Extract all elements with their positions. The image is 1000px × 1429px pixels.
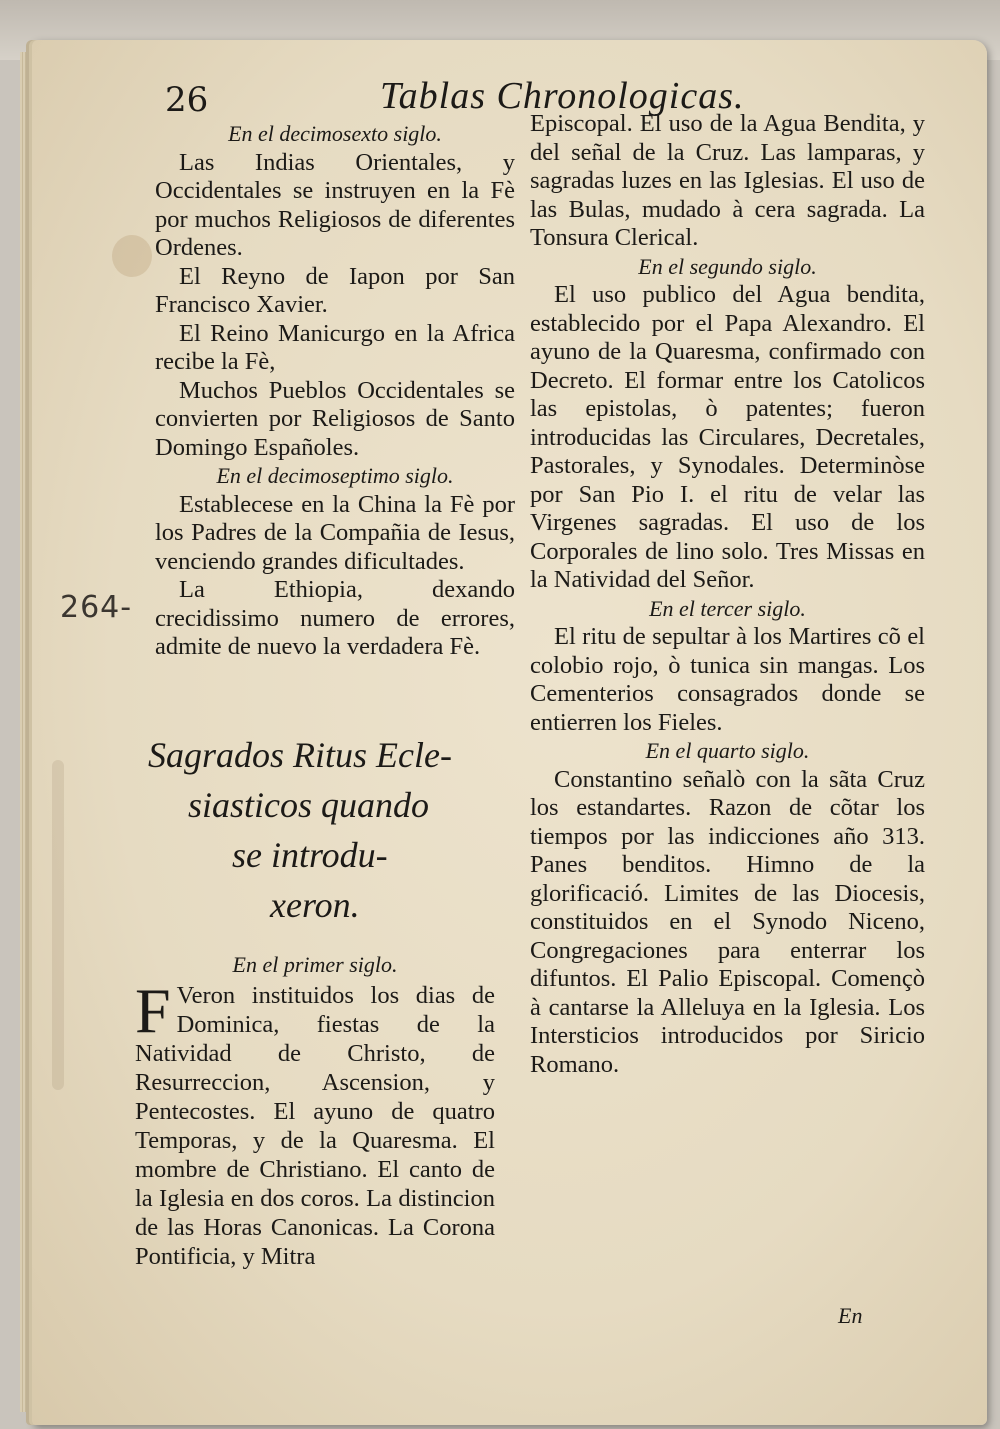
paragraph: El Reyno de Iapon por San Francisco Xavier.	[155, 262, 515, 318]
section-heading: En el segundo siglo.	[638, 253, 817, 279]
heading-line: siasticos quando	[188, 785, 430, 825]
running-title: Tablas Chronologicas.	[380, 75, 745, 117]
paragraph: Muchos Pueblos Occidentales se convierten por Religiosos de Santo Domingo Españoles.	[155, 376, 515, 461]
paragraph: Constantino señalò con la sãta Cruz los estandartes. Razon de cõtar los tiempos por las indicciones año 313. Panes benditos. Himno de la glorificació. Limites de las Diocesis, constituidos en el Synodo Niceno, Congregaciones para enterrar los difuntos. El Palio Episcopal. Començò à cantarse la Alleluya en la Iglesia. Los Intersticios introducidos por Siricio Romano.	[530, 765, 925, 1078]
paragraph: La Ethiopia, dexando crecidissimo numero de errores, admite de nuevo la verdadera Fè.	[155, 576, 515, 660]
catchword: En	[838, 1303, 863, 1328]
paragraph: El Reino Manicurgo en la Africa recibe la Fè,	[155, 319, 515, 375]
section-heading: En el decimoseptimo siglo.	[216, 463, 454, 488]
paragraph: Veron instituidos los dias de Dominica, fiestas de la Natividad de Christo, de Resurreccion, Ascension, y Pentecostes. El ayuno de quatro Temporas, y de la Quaresma. El mombre de Christiano. El canto de la Iglesia en dos coros. La distincion de las Horas Canonicas. La Corona Pontificia, y Mitra	[135, 982, 495, 1270]
heading-line: xeron.	[270, 885, 360, 925]
handwritten-margin-note: 264-	[60, 590, 133, 625]
heading-line: se introdu-	[232, 835, 388, 875]
paragraph: El uso publico del Agua bendita, establecido por el Papa Alexandro. El ayuno de la Quaresma, confirmado con Decreto. El formar entre los Catolicos las epistolas, ò patentes; fueron introducidas las Circulares, Decretales, Pastorales, y Synodales. Determinòse por San Pio I. el ritu de velar las Virgenes sagradas. El uso de los Corporales de lino solo. Tres Missas en la Natividad del Señor.	[530, 281, 925, 593]
section-heading: En el primer siglo.	[232, 952, 398, 977]
section-heading: En el tercer siglo.	[649, 595, 806, 621]
right-column	[530, 110, 925, 1079]
chapter-heading	[140, 730, 515, 930]
paper-stain	[52, 760, 64, 1090]
paragraph: El ritu de sepultar à los Martires cõ el colobio rojo, ò tunica sin mangas. Los Cementerios consagrados donde se entierren los Fieles.	[530, 623, 925, 736]
paragraph: Las Indias Orientales, y Occidentales se instruyen en la Fè por muchos Religiosos de diferentes Ordenes.	[155, 148, 515, 261]
section-heading: En el decimosexto siglo.	[228, 121, 442, 146]
left-bottom-block	[135, 950, 495, 1271]
paragraph: Episcopal. El uso de la Agua Bendita, y del señal de la Cruz. Las lamparas, y sagradas luzes en las Iglesias. El uso de las Bulas, mudado à cera sagrada. La Tonsura Clerical.	[530, 110, 925, 251]
paragraph: Establecese en la China la Fè por los Padres de la Compañia de Iesus, venciendo grandes dificultades.	[155, 490, 515, 575]
paper-stain	[112, 235, 152, 277]
drop-cap: F	[135, 975, 171, 1046]
heading-line: Sagrados Ritus Ecle-	[148, 735, 452, 775]
section-heading: En el quarto siglo.	[645, 738, 810, 763]
page-number: 26	[165, 80, 209, 120]
left-column	[155, 120, 515, 662]
